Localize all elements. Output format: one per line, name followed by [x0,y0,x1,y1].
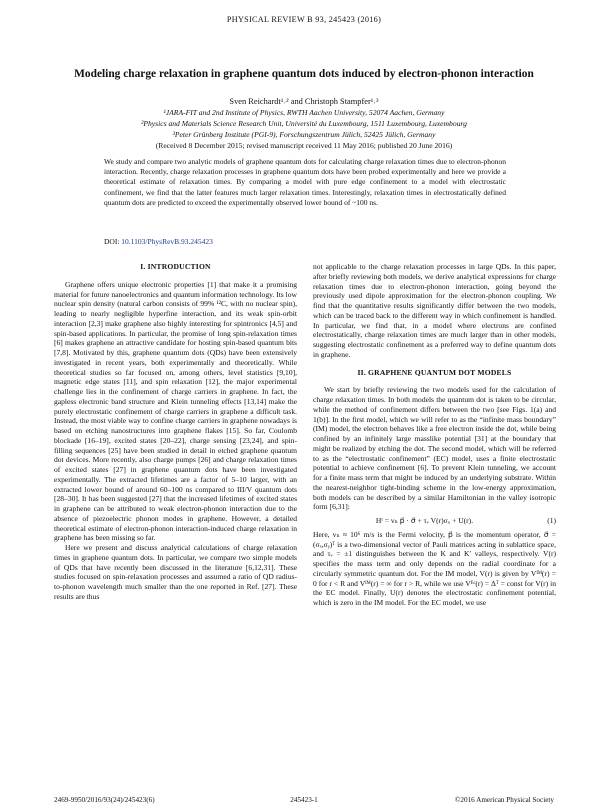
author-list: Sven Reichardt¹˒² and Christoph Stampfer¹˒³ [229,97,379,106]
equation-number: (1) [547,516,556,525]
right-column [313,262,556,608]
doi-line [104,237,213,246]
intro-paragraph-continued: not applicable to the charge relaxation processes in large QDs. In this paper, after briefly reviewing both models, we derive analytical expressions for charge relaxation times due to electron-phonon interaction, going beyond the previously used dipole approximation for the electron-phonon coupling. We find that the quantitative results significantly differ between the two models, which can be traced back to the different way in which confinement is handled. In particular, we find that, in a model where electrons are confined electrostatically, charge relaxation times are much larger than in other models, suggesting electrostatic confinement as a preferred way to define quantum dots in graphene. [313,262,556,359]
footer-issn: 2469-9950/2016/93(24)/245423(6) [54,796,155,804]
running-head: PHYSICAL REVIEW B 93, 245423 (2016) [226,15,382,24]
equation-body: Hᵗ = vₙ p⃗ · σ⃗ + τᵥ V(r)σᵤ + U(r). [375,516,474,525]
footer-page-number: 245423-1 [290,796,318,804]
abstract: We study and compare two analytic models of graphene quantum dots for calculating charge relaxation times due to electron-phonon interaction. Recently, charge relaxation processes in graphene quantum dots have been probed experimentally and here we provide a theoretical estimate of relaxation times. By comparing a model with pure edge confinement to a model with electrostatic confinement, we find that the latter features much larger relaxation times. Interestingly, relaxation times in electrostatically defined quantum dots are predicted to exceed the experimentally observed lower bound of ~100 ns. [104,157,506,207]
doi-link[interactable]: 10.1103/PhysRevB.93.245423 [121,237,213,246]
models-paragraph-1: We start by briefly reviewing the two models used for the calculation of charge relaxation times. In both models the quantum dot is taken to be circular, while the method of confinement differs between the two [see Figs. 1(a) and 1(b)]. In the first model, which we will refer to as the “infinite mass boundary” (IM) model, the electron behaves like a free electron inside the dot, while being confined by an infinitely large masslike potential [31] at the boundary that might be realized by etching the dot. The second model, which will be referred to as the “electrostatic confinement” (EC) model, uses a finite electrostatic potential to achieve confinement [6]. To prevent Klein tunneling, we account for a finite mass term that might be induced by an underlying substrate. Within the nearest-neighbor tight-binding scheme in the low-energy approximation, both models can be described by a similar Hamiltonian in the valley isotropic form [6,31]: [313,385,556,512]
intro-paragraph-2: Here we present and discuss analytical calculations of charge relaxation times in graphene quantum dots. In particular, we compare two simple models of QDs that have recently been discussed in the literature [6,12,31]. These studies focused on spin-relaxation processes and assumed a ratio of QD radius-to-phonon wavelength much smaller than the one reported in Ref. [27]. These results are thus [54,543,297,601]
section-heading-models: II. GRAPHENE QUANTUM DOT MODELS [357,367,512,377]
affiliation-2: ²Physics and Materials Science Research Unit, Université du Luxembourg, 1511 Luxembourg, Luxembourg [141,119,467,128]
section-heading-introduction: I. INTRODUCTION [140,262,211,271]
left-column [54,262,297,602]
equation-1 [313,516,556,526]
doi-label: DOI: [104,237,122,246]
footer-copyright: ©2016 American Physical Society [454,796,554,804]
affiliation-1: ¹JARA-FIT and 2nd Institute of Physics, RWTH Aachen University, 52074 Aachen, Germany [163,108,445,117]
intro-paragraph-1: Graphene offers unique electronic properties [1] that make it a promising material for future nanoelectronics and quantum information technology. Its low nuclear spin density (natural carbon consists of 99% ¹²C, with no nuclear spin), leading to nearly negligible hyperfine interaction, and its weak spin-orbit interaction [2,3] make graphene also highly interesting for spintronics [4,5] and spin-based applications. In particular, the promise of long spin-relaxation times [6] makes graphene an attractive candidate for hosting spin-based quantum bits [7,8]. Motivated by this, graphene quantum dots (QDs) have been extensively investigated in recent years, both experimentally and theoretically. While theoretical studies so far focused on, among others, level statistics [9,10], magnetic edge states [11], and spin relaxation [12], the major experimental challenge lies in the confinement of charge carriers in graphene. In fact, the gapless electronic band structure and Klein tunneling effects [13,14] make the purely electrostatic confinement of charge carriers in graphene a difficult task. Instead, the most viable way to confine charge carriers in graphene nowadays is based on etching nanostructures into graphene flakes [15]. So far, Coulomb blockade [16–19], excited states [20–22], charge sensing [23,24], and spin-filling sequences [25] have been studied in detail in etched graphene quantum dot devices. More recently, also charge pumps [26] and charge relaxation times of excited states [27] in graphene quantum dots have been investigated experimentally. The extracted lifetimes are a factor of 5–10 larger, with an extracted lower bound of around 60–100 ns compared to III/V quantum dots [28–30]. It has been suggested [27] that the increased lifetimes of excited states in graphene can be attributed to weak electron-phonon interaction due to the absence of piezoelectric phonon modes in graphene. However, a detailed theoretical estimate of electron-phonon interaction-induced charge relaxation in graphene has been missing so far. [54,279,297,543]
paper-title: Modeling charge relaxation in graphene quantum dots induced by electron-phonon interaction [74,68,534,80]
affiliation-3: ³Peter Grünberg Institute (PGI-9), Forschungszentrum Jülich, 52425 Jülich, Germany [172,130,436,139]
received-dates: (Received 8 December 2015; revised manuscript received 11 May 2016; published 20 June 2016) [155,141,453,150]
models-paragraph-2: Here, vₙ ≈ 10⁶ m/s is the Fermi velocity, p⃗ is the momentum operator, σ⃗ = (σₓ,σᵧ)ᵀ is a two-dimensional vector of Pauli matrices acting in sublattice space, and τᵥ = ±1 distinguishes between the K and K′ valleys, respectively. V(r) specifies the mass term and only depends on the radial coordinate for a circularly symmetric quantum dot. For the IM model, V(r) is given by Vᴵᴹ(r) = 0 for r < R and Vᴵᴹ(r) = ∞ for r > R, while we use Vᴱᶜ(r) = Δᵀ = const for V(r) in the EC model. Finally, U(r) denotes the electrostatic confinement potential, which is zero in the IM model. For the EC model, we use [313,529,556,607]
